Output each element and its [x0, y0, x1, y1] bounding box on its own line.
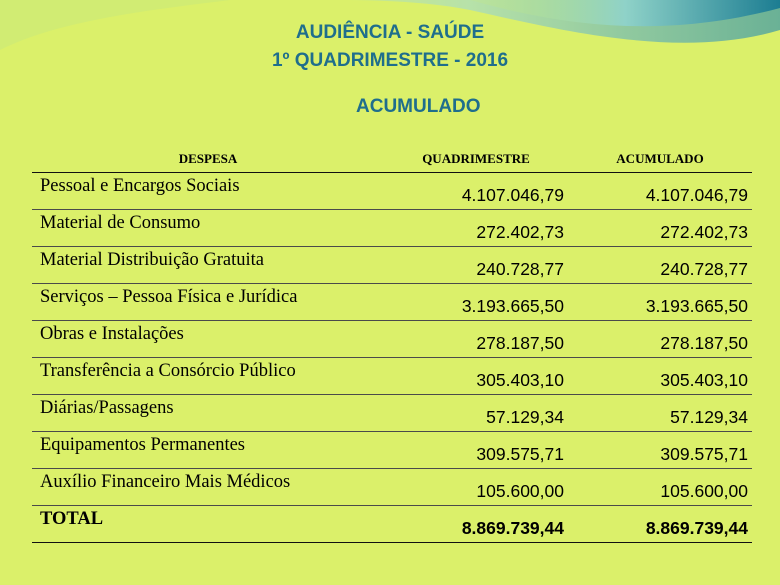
acumulado-value: 57.129,34: [568, 395, 752, 432]
total-label: TOTAL: [32, 506, 384, 543]
expense-label: Transferência a Consórcio Público: [32, 358, 384, 395]
table-row: [32, 173, 752, 210]
expense-label: Serviços – Pessoa Física e Jurídica: [32, 284, 384, 321]
table-header-row: [32, 146, 752, 173]
quadrimestre-value: 305.403,10: [384, 358, 568, 395]
quadrimestre-value: 309.575,71: [384, 432, 568, 469]
section-heading: ACUMULADO: [356, 96, 481, 117]
total-quadrimestre-value: 8.869.739,44: [384, 506, 568, 543]
acumulado-value: 272.402,73: [568, 210, 752, 247]
expense-label: Material Distribuição Gratuita: [32, 247, 384, 284]
expenses-table: [32, 146, 752, 543]
table-total-row: [32, 506, 752, 543]
expense-label: Material de Consumo: [32, 210, 384, 247]
expense-label: Equipamentos Permanentes: [32, 432, 384, 469]
acumulado-value: 240.728,77: [568, 247, 752, 284]
table-row: [32, 210, 752, 247]
acumulado-value: 309.575,71: [568, 432, 752, 469]
quadrimestre-value: 105.600,00: [384, 469, 568, 506]
acumulado-value: 305.403,10: [568, 358, 752, 395]
quadrimestre-value: 3.193.665,50: [384, 284, 568, 321]
acumulado-value: 4.107.046,79: [568, 173, 752, 210]
page-subtitle-period: 1º QUADRIMESTRE - 2016: [271, 50, 509, 71]
table-row: [32, 469, 752, 506]
quadrimestre-value: 278.187,50: [384, 321, 568, 358]
expense-label: Auxílio Financeiro Mais Médicos: [32, 469, 384, 506]
table-row: [32, 432, 752, 469]
table-row: [32, 247, 752, 284]
acumulado-value: 3.193.665,50: [568, 284, 752, 321]
column-header-quadrimestre: QUADRIMESTRE: [384, 146, 568, 173]
expense-label: Obras e Instalações: [32, 321, 384, 358]
table-row: [32, 284, 752, 321]
expense-label: Diárias/Passagens: [32, 395, 384, 432]
quadrimestre-value: 57.129,34: [384, 395, 568, 432]
total-acumulado-value: 8.869.739,44: [568, 506, 752, 543]
table-row: [32, 358, 752, 395]
table-row: [32, 395, 752, 432]
expense-label: Pessoal e Encargos Sociais: [32, 173, 384, 210]
acumulado-value: 105.600,00: [568, 469, 752, 506]
page-title: AUDIÊNCIA - SAÚDE: [295, 22, 485, 43]
quadrimestre-value: 240.728,77: [384, 247, 568, 284]
table-row: [32, 321, 752, 358]
acumulado-value: 278.187,50: [568, 321, 752, 358]
quadrimestre-value: 272.402,73: [384, 210, 568, 247]
column-header-acumulado: ACUMULADO: [568, 146, 752, 173]
column-header-despesa: DESPESA: [32, 146, 384, 173]
quadrimestre-value: 4.107.046,79: [384, 173, 568, 210]
